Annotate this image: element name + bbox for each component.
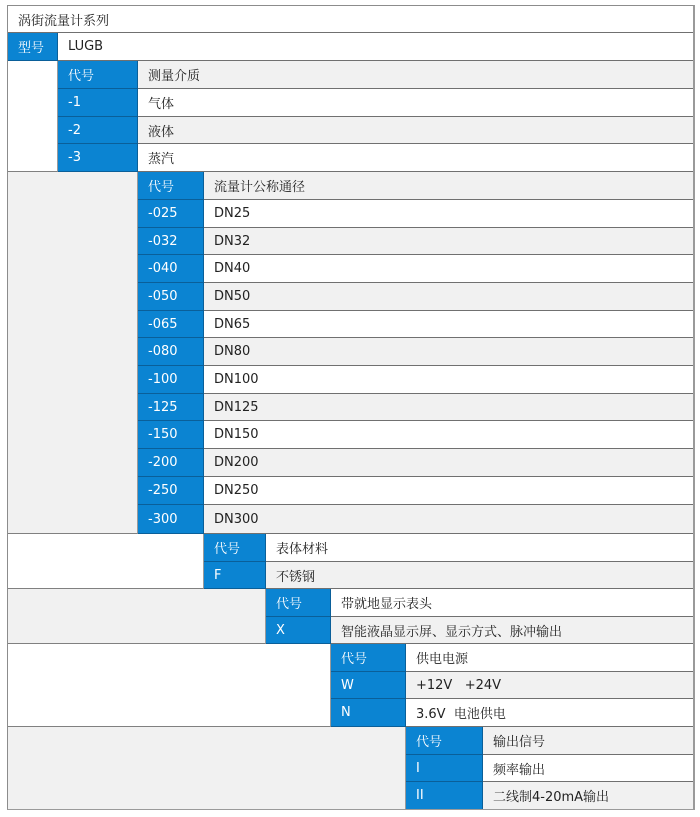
table-row — [266, 617, 693, 644]
option-label: 二线制4-20mA输出 — [483, 782, 693, 809]
section-diameter-header — [138, 172, 693, 200]
table-row — [138, 394, 693, 421]
option-code: -1 — [58, 89, 138, 117]
section-title: 输出信号 — [483, 727, 693, 755]
model-code: 型号 — [8, 33, 58, 61]
table-row — [138, 338, 693, 366]
option-label: DN32 — [204, 228, 693, 255]
table-row — [58, 117, 693, 144]
section-spacer — [8, 644, 331, 727]
section-medium-header — [58, 61, 693, 89]
section-material-header — [204, 534, 693, 562]
table-row — [138, 366, 693, 394]
section-title: 表体材料 — [266, 534, 693, 562]
option-label: 智能液晶显示屏、显示方式、脉冲输出 — [331, 617, 693, 644]
option-label: 频率输出 — [483, 755, 693, 782]
table-row — [138, 283, 693, 311]
option-code: W — [331, 672, 406, 699]
option-code: -032 — [138, 228, 204, 255]
section-spacer — [8, 61, 58, 172]
model-row — [8, 33, 693, 61]
option-code: -150 — [138, 421, 204, 449]
table-row — [138, 255, 693, 283]
option-label: 蒸汽 — [138, 144, 693, 172]
table-row — [138, 449, 693, 477]
option-code: -050 — [138, 283, 204, 311]
option-code: -300 — [138, 505, 204, 534]
table-row — [204, 562, 693, 589]
option-code: X — [266, 617, 331, 644]
option-code: -200 — [138, 449, 204, 477]
option-code: -025 — [138, 200, 204, 228]
section-display-header — [266, 589, 693, 617]
table-row — [138, 311, 693, 338]
code-header: 代号 — [138, 172, 204, 200]
section-title: 带就地显示表头 — [331, 589, 693, 617]
option-label: DN25 — [204, 200, 693, 228]
table-row — [406, 782, 693, 809]
code-header: 代号 — [331, 644, 406, 672]
option-label: DN100 — [204, 366, 693, 394]
table-row — [138, 228, 693, 255]
section-spacer — [8, 727, 406, 809]
table-row — [138, 421, 693, 449]
option-code: I — [406, 755, 483, 782]
option-label: DN300 — [204, 505, 693, 534]
option-code: -2 — [58, 117, 138, 144]
option-code: II — [406, 782, 483, 809]
table-row — [331, 699, 693, 727]
section-spacer — [8, 534, 204, 589]
option-label: DN250 — [204, 477, 693, 505]
option-label: 液体 — [138, 117, 693, 144]
option-code: F — [204, 562, 266, 589]
option-code: N — [331, 699, 406, 727]
code-header: 代号 — [58, 61, 138, 89]
option-code: -040 — [138, 255, 204, 283]
section-power-header — [331, 644, 693, 672]
option-code: -125 — [138, 394, 204, 421]
table-row — [138, 477, 693, 505]
code-header: 代号 — [266, 589, 331, 617]
section-spacer — [8, 172, 138, 534]
option-code: -3 — [58, 144, 138, 172]
table-row — [331, 672, 693, 699]
section-output-header — [406, 727, 693, 755]
table-row — [58, 144, 693, 172]
option-label: 3.6V 电池供电 — [406, 699, 693, 727]
option-label: DN150 — [204, 421, 693, 449]
option-label: DN65 — [204, 311, 693, 338]
section-title: 流量计公称通径 — [204, 172, 693, 200]
table-row — [58, 89, 693, 117]
section-spacer — [8, 589, 266, 644]
table-row — [138, 200, 693, 228]
code-header: 代号 — [406, 727, 483, 755]
option-code: -100 — [138, 366, 204, 394]
table-title: 涡街流量计系列 — [8, 6, 693, 33]
code-header: 代号 — [204, 534, 266, 562]
section-title: 测量介质 — [138, 61, 693, 89]
option-code: -250 — [138, 477, 204, 505]
table-row — [138, 505, 693, 534]
option-label: 不锈钢 — [266, 562, 693, 589]
option-label: 气体 — [138, 89, 693, 117]
option-code: -065 — [138, 311, 204, 338]
option-label: DN125 — [204, 394, 693, 421]
table-row — [406, 755, 693, 782]
option-label: DN80 — [204, 338, 693, 366]
option-label: DN40 — [204, 255, 693, 283]
option-label: DN200 — [204, 449, 693, 477]
spec-table — [7, 5, 695, 810]
section-title: 供电电源 — [406, 644, 693, 672]
option-label: +12V +24V — [406, 672, 693, 699]
model-value: LUGB — [58, 33, 693, 61]
option-label: DN50 — [204, 283, 693, 311]
option-code: -080 — [138, 338, 204, 366]
